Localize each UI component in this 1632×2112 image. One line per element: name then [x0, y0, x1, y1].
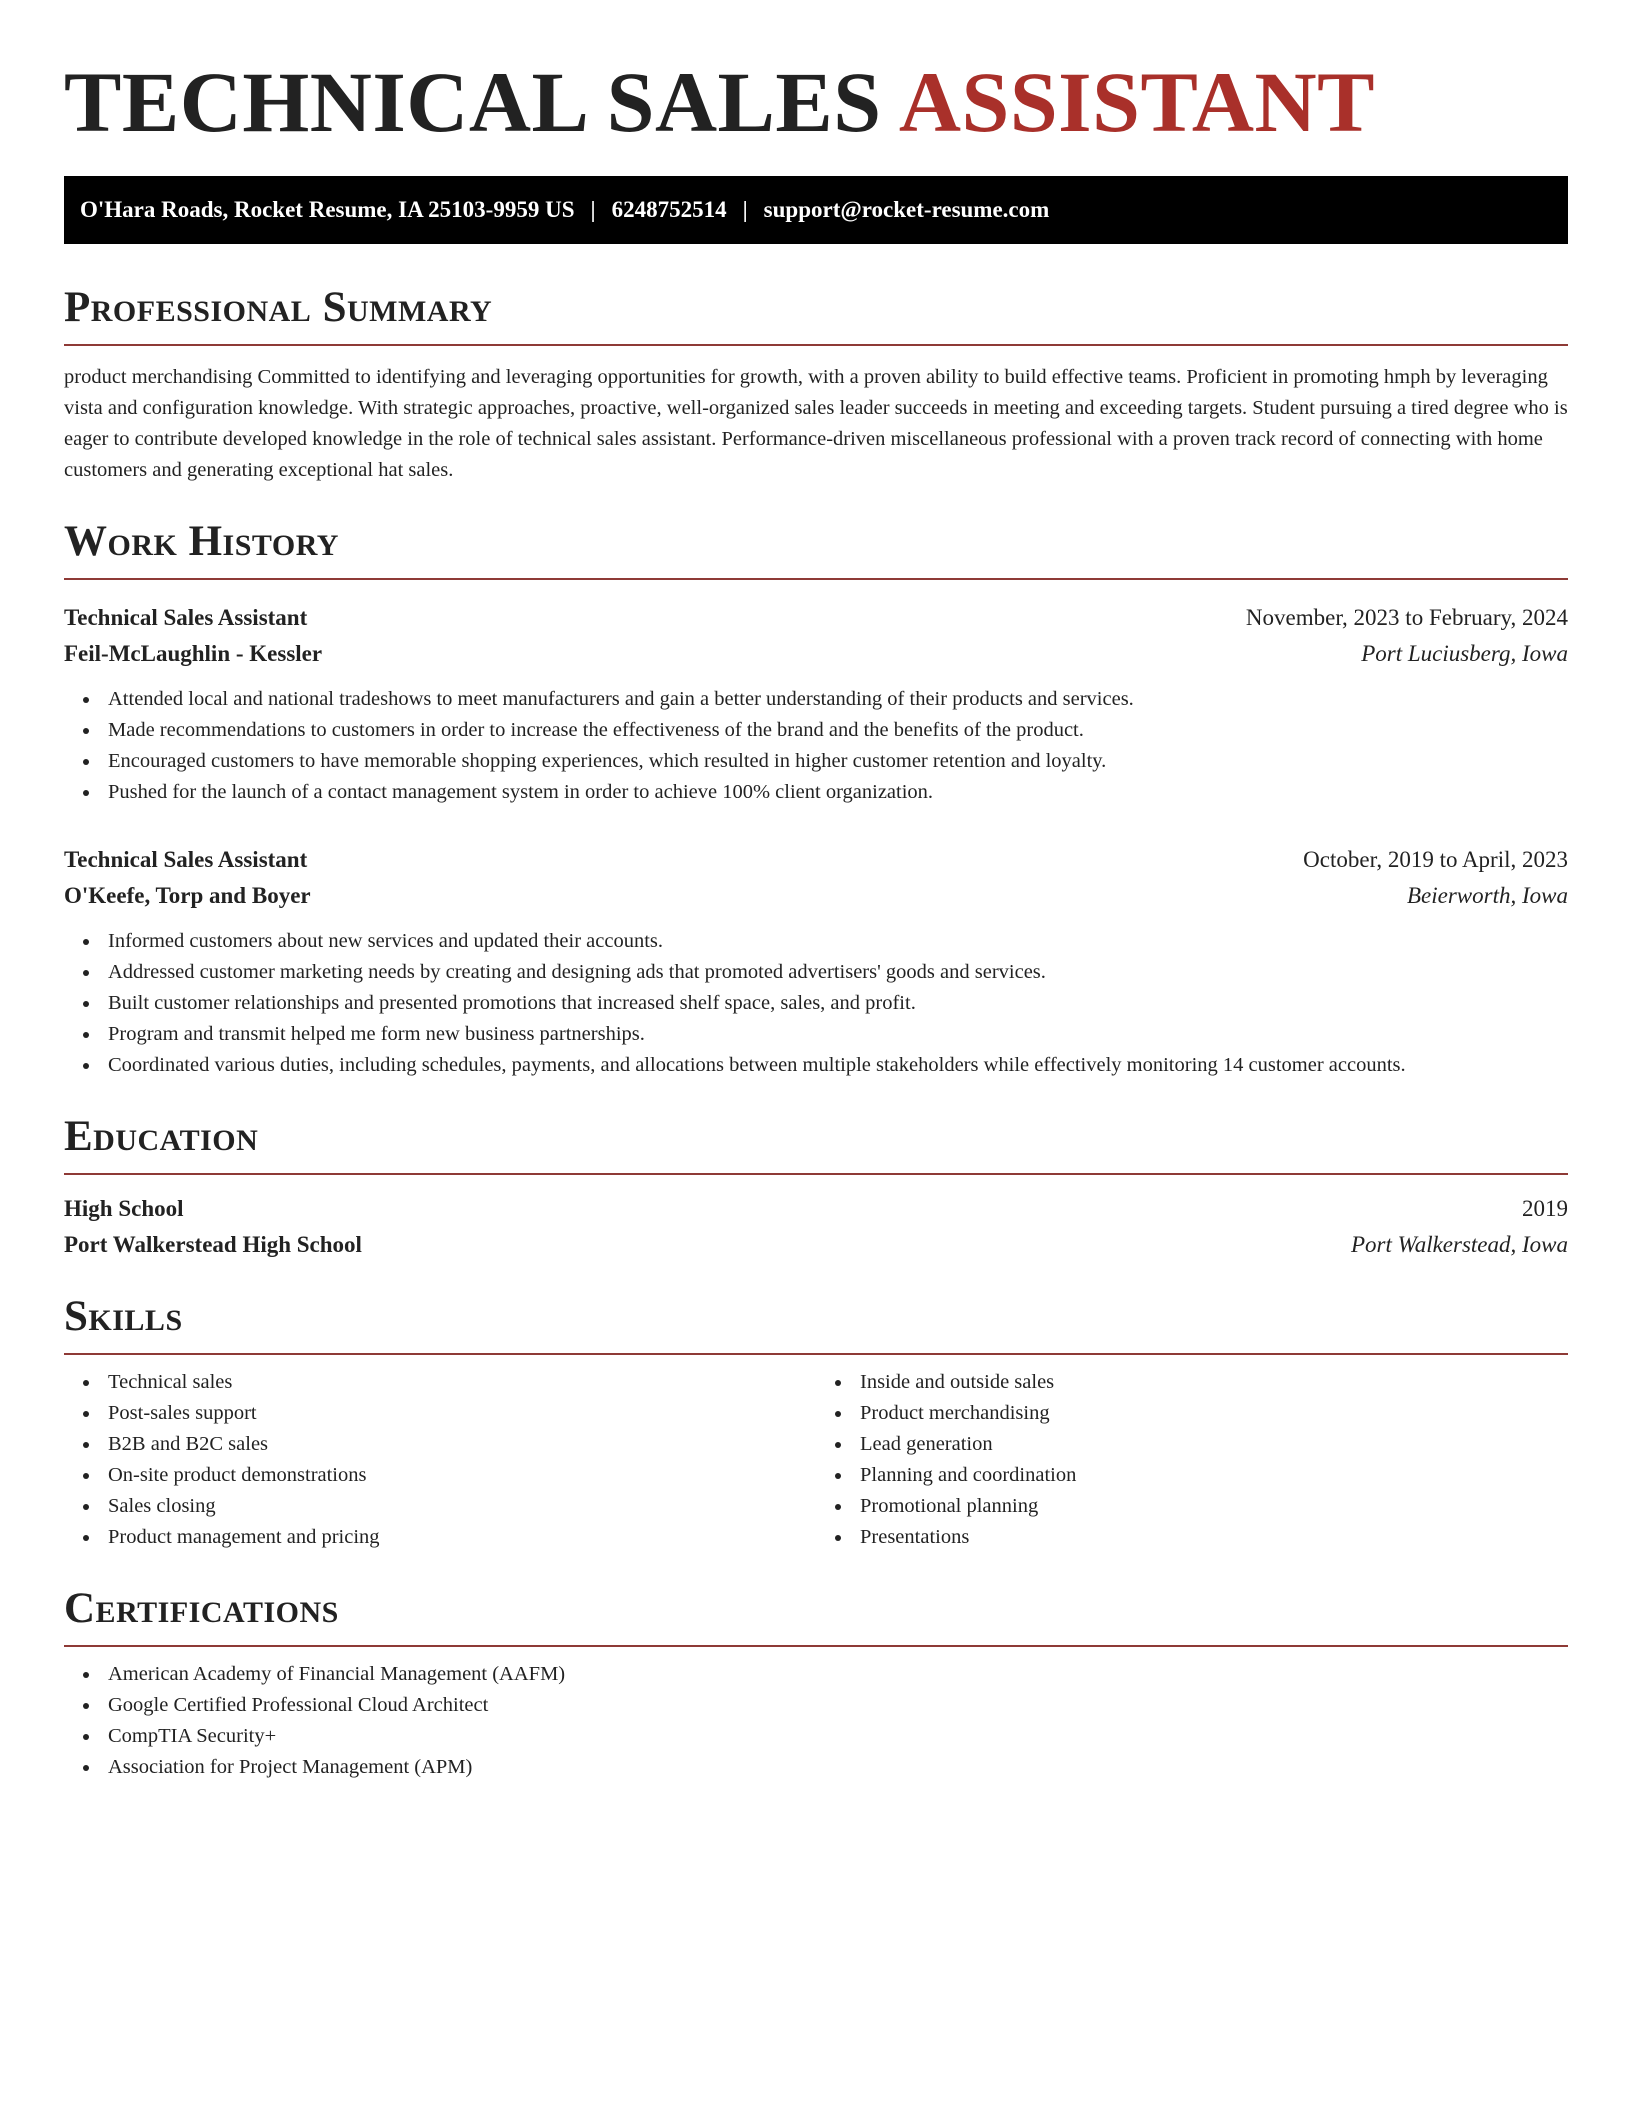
- list-item: Technical sales: [108, 1367, 816, 1398]
- list-item: American Academy of Financial Management (AAFM): [108, 1659, 1568, 1690]
- job-company: Feil-McLaughlin - Kessler: [64, 641, 323, 666]
- contact-address: O'Hara Roads, Rocket Resume, IA 25103-9959 US: [80, 197, 575, 222]
- resume-title: [64, 52, 1568, 152]
- education-location: Port Walkerstead, Iowa: [1351, 1232, 1568, 1257]
- skills-section: [64, 1291, 1568, 1553]
- job-header-row: [64, 600, 1568, 636]
- list-item: Post-sales support: [108, 1398, 816, 1429]
- work-section: [64, 516, 1568, 1081]
- job-title: Technical Sales Assistant: [64, 605, 308, 630]
- list-item: Product management and pricing: [108, 1522, 816, 1553]
- contact-email: support@rocket-resume.com: [763, 197, 1050, 222]
- job-dates: October, 2019 to April, 2023: [1303, 847, 1568, 872]
- job-title: Technical Sales Assistant: [64, 847, 308, 872]
- list-item: On-site product demonstrations: [108, 1460, 816, 1491]
- education-degree: High School: [64, 1196, 184, 1221]
- list-item: Built customer relationships and presented promotions that increased shelf space, sales, and profit.: [108, 988, 1568, 1019]
- skills-column-right: [816, 1367, 1568, 1553]
- section-divider: [64, 1353, 1568, 1355]
- list-item: Promotional planning: [860, 1491, 1568, 1522]
- list-item: Made recommendations to customers in order to increase the effectiveness of the brand and the benefits of the product.: [108, 715, 1568, 746]
- section-divider: [64, 344, 1568, 346]
- section-heading-skills: Skills: [64, 1293, 183, 1340]
- contact-separator: |: [742, 197, 748, 222]
- education-section: [64, 1111, 1568, 1263]
- certifications-section: [64, 1583, 1568, 1783]
- contact-bar: [64, 176, 1568, 244]
- list-item: Google Certified Professional Cloud Architect: [108, 1690, 1568, 1721]
- section-divider: [64, 1645, 1568, 1647]
- list-item: B2B and B2C sales: [108, 1429, 816, 1460]
- education-year: 2019: [1522, 1196, 1568, 1221]
- section-heading-work: Work History: [64, 518, 339, 565]
- title-accent: ASSISTANT: [898, 54, 1376, 150]
- list-item: Pushed for the launch of a contact management system in order to achieve 100% client organization.: [108, 777, 1568, 808]
- list-item: Addressed customer marketing needs by creating and designing ads that promoted advertisers' goods and services.: [108, 957, 1568, 988]
- job-header-row: [64, 842, 1568, 878]
- list-item: CompTIA Security+: [108, 1721, 1568, 1752]
- list-item: Lead generation: [860, 1429, 1568, 1460]
- job-dates: November, 2023 to February, 2024: [1245, 605, 1568, 630]
- skills-column-left: [64, 1367, 816, 1553]
- job-company-row: [64, 878, 1568, 914]
- job-entry: [64, 842, 1568, 1081]
- education-entry: [64, 1191, 1568, 1263]
- job-bullets: [64, 926, 1568, 1081]
- summary-section: [64, 282, 1568, 486]
- job-company-row: [64, 636, 1568, 672]
- summary-text: product merchandising Committed to identifying and leveraging opportunities for growth, with a proven ability to build effective teams. Proficient in promoting hmph by leveraging vista and configuration knowledge. With strategic approaches, proactive, well-organized sales leader succeeds in meeting and exceeding targets. Student pursuing a tired degree who is eager to contribute developed knowledge in the role of technical sales assistant. Performance-driven miscellaneous professional with a proven track record of connecting with home customers and generating exceptional hat sales.: [64, 366, 1568, 481]
- list-item: Informed customers about new services and updated their accounts.: [108, 926, 1568, 957]
- job-location: Port Luciusberg, Iowa: [1361, 641, 1568, 666]
- education-header-row: [64, 1191, 1568, 1227]
- contact-phone: 6248752514: [611, 197, 727, 222]
- job-entry: [64, 600, 1568, 808]
- list-item: Encouraged customers to have memorable shopping experiences, which resulted in higher customer retention and loyalty.: [108, 746, 1568, 777]
- certifications-list: [64, 1659, 1568, 1783]
- section-heading-summary: Professional Summary: [64, 284, 493, 331]
- section-heading-education: Education: [64, 1113, 259, 1160]
- education-school-row: [64, 1227, 1568, 1263]
- contact-separator: |: [590, 197, 596, 222]
- list-item: Planning and coordination: [860, 1460, 1568, 1491]
- list-item: Program and transmit helped me form new business partnerships.: [108, 1019, 1568, 1050]
- title-main: TECHNICAL SALES: [64, 54, 882, 150]
- list-item: Presentations: [860, 1522, 1568, 1553]
- list-item: Association for Project Management (APM): [108, 1752, 1568, 1783]
- job-bullets: [64, 684, 1568, 808]
- list-item: Inside and outside sales: [860, 1367, 1568, 1398]
- skills-grid: [64, 1367, 1568, 1553]
- job-location: Beierworth, Iowa: [1407, 883, 1568, 908]
- list-item: Sales closing: [108, 1491, 816, 1522]
- job-company: O'Keefe, Torp and Boyer: [64, 883, 311, 908]
- section-heading-certifications: Certifications: [64, 1585, 339, 1632]
- education-school: Port Walkerstead High School: [64, 1232, 362, 1257]
- section-divider: [64, 578, 1568, 580]
- list-item: Product merchandising: [860, 1398, 1568, 1429]
- list-item: Attended local and national tradeshows to meet manufacturers and gain a better understanding of their products and services.: [108, 684, 1568, 715]
- list-item: Coordinated various duties, including schedules, payments, and allocations between multiple stakeholders while effectively monitoring 14 customer accounts.: [108, 1050, 1568, 1081]
- section-divider: [64, 1173, 1568, 1175]
